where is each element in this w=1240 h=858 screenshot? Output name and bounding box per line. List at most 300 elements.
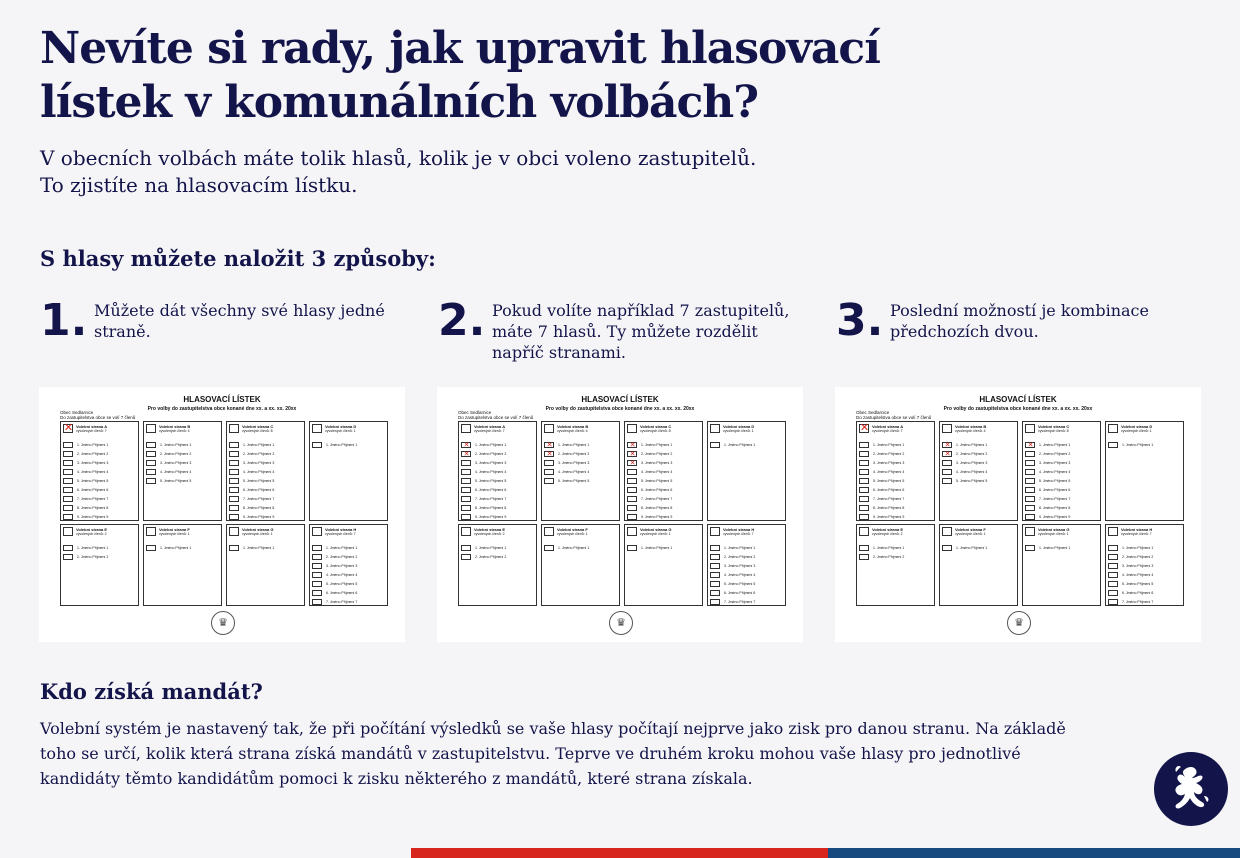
stripe-blue <box>828 848 1240 858</box>
candidate-checkbox <box>1108 554 1118 560</box>
party-checkbox <box>312 527 322 536</box>
ballot-title: HLASOVACÍ LÍSTEK <box>183 395 261 404</box>
candidate-checkbox <box>229 545 239 551</box>
ballot-seal: ♛ <box>609 611 633 635</box>
candidate-name: 9. Jméno Příjmení 9 <box>641 515 673 519</box>
candidate-row <box>461 451 535 457</box>
party-checkbox <box>1108 424 1118 433</box>
candidate-checkbox <box>63 451 73 457</box>
cross-mark: ✕ <box>629 441 636 449</box>
candidate-checkbox <box>859 496 869 502</box>
candidate-name: 4. Jméno Příjmení 4 <box>1039 470 1071 474</box>
candidate-name: 5. Jméno Příjmení 5 <box>558 479 590 483</box>
cross-mark: ✕ <box>944 450 951 458</box>
candidate-name: 1. Jméno Příjmení 1 <box>873 546 905 550</box>
candidate-row <box>1025 460 1099 466</box>
cross-mark: ✕ <box>629 459 636 467</box>
candidate-name: 2. Jméno Příjmení 2 <box>873 555 905 559</box>
candidate-row <box>63 514 137 520</box>
party-count: vyvolených členů: 1 <box>242 532 273 536</box>
candidate-name: 7. Jméno Příjmení 7 <box>873 497 905 501</box>
candidate-row <box>627 496 701 502</box>
candidate-name: 1. Jméno Příjmení 1 <box>1122 443 1154 447</box>
cross-mark: ✕ <box>944 441 951 449</box>
candidate-name: 2. Jméno Příjmení 2 <box>956 452 988 456</box>
candidate-row <box>627 514 701 520</box>
candidate-name: 5. Jméno Příjmení 5 <box>77 479 109 483</box>
stripe-white <box>0 848 411 858</box>
candidate-row <box>146 451 220 457</box>
candidate-name: 2. Jméno Příjmení 2 <box>326 555 358 559</box>
candidate-checkbox <box>544 545 554 551</box>
candidate-row <box>229 487 303 493</box>
cross-mark: ✕ <box>1027 441 1034 449</box>
party-count: vyvolených členů: 1 <box>955 532 986 536</box>
candidate-row <box>461 545 535 551</box>
candidate-name: 5. Jméno Příjmení 5 <box>724 582 756 586</box>
party-name: Volební strana E <box>76 527 108 532</box>
candidate-row <box>146 442 220 448</box>
candidate-name: 6. Jméno Příjmení 6 <box>1039 488 1071 492</box>
way-text: Pokud volíte například 7 zastupitelů, máte 7 hlasů. Ty můžete rozdělit napříč stranami. <box>492 301 790 362</box>
party-checkbox <box>942 527 952 536</box>
party-checkbox <box>710 527 720 536</box>
candidate-row <box>942 478 1016 484</box>
candidate-row <box>627 442 701 448</box>
candidate-checkbox <box>229 469 239 475</box>
candidate-checkbox <box>461 469 471 475</box>
candidate-name: 2. Jméno Příjmení 2 <box>475 555 507 559</box>
candidate-checkbox <box>1108 572 1118 578</box>
candidate-name: 5. Jméno Příjmení 5 <box>956 479 988 483</box>
candidate-checkbox <box>229 478 239 484</box>
candidate-row <box>1108 545 1182 551</box>
candidate-name: 5. Jméno Příjmení 5 <box>873 479 905 483</box>
candidate-name: 2. Jméno Příjmení 2 <box>1039 452 1071 456</box>
candidate-name: 2. Jméno Příjmení 2 <box>724 555 756 559</box>
ballot-party-column <box>939 421 1018 521</box>
party-count: vyvolených členů: 1 <box>1121 429 1152 433</box>
candidate-name: 3. Jméno Příjmení 3 <box>475 461 507 465</box>
candidate-checkbox <box>1025 545 1035 551</box>
candidate-name: 1. Jméno Příjmení 1 <box>873 443 905 447</box>
ballot-party-column <box>624 421 703 521</box>
party-count: vyvolených členů: 7 <box>76 429 107 433</box>
candidate-row <box>1025 478 1099 484</box>
candidate-checkbox <box>859 514 869 520</box>
candidate-name: 8. Jméno Příjmení 8 <box>77 506 109 510</box>
candidate-checkbox <box>942 478 952 484</box>
candidate-name: 1. Jméno Příjmení 1 <box>558 546 590 550</box>
intro-text <box>40 145 940 199</box>
candidate-row <box>710 590 784 596</box>
party-count: vyvolených členů: 2 <box>76 532 107 536</box>
candidate-checkbox <box>146 545 156 551</box>
ballot-party-column <box>624 524 703 606</box>
candidate-checkbox <box>710 590 720 596</box>
party-count: vyvolených členů: 4 <box>955 429 986 433</box>
candidate-row <box>1025 496 1099 502</box>
candidate-row <box>627 460 701 466</box>
ballot-party-column <box>226 524 305 606</box>
party-count: vyvolených členů: 7 <box>325 532 356 536</box>
party-count: vyvolených členů: 8 <box>242 429 273 433</box>
candidate-row <box>146 478 220 484</box>
candidate-name: 1. Jméno Příjmení 1 <box>558 443 590 447</box>
candidate-row <box>312 554 386 560</box>
candidate-row <box>859 460 933 466</box>
candidate-name: 5. Jméno Příjmení 5 <box>1039 479 1071 483</box>
candidate-row <box>710 599 784 605</box>
candidate-name: 5. Jméno Příjmení 5 <box>641 479 673 483</box>
candidate-checkbox <box>1025 451 1035 457</box>
lion-icon <box>1154 752 1228 826</box>
candidate-name: 7. Jméno Příjmení 7 <box>243 497 275 501</box>
candidate-checkbox <box>1025 496 1035 502</box>
candidate-row <box>1025 451 1099 457</box>
candidate-row <box>710 572 784 578</box>
candidate-row <box>461 460 535 466</box>
candidate-row <box>859 442 933 448</box>
candidate-name: 7. Jméno Příjmení 7 <box>1039 497 1071 501</box>
candidate-name: 2. Jméno Příjmení 2 <box>160 452 192 456</box>
candidate-checkbox <box>859 487 869 493</box>
party-name: Volební strana B <box>557 424 589 429</box>
candidate-row <box>461 487 535 493</box>
party-name: Volební strana F <box>159 527 190 532</box>
party-checkbox <box>461 527 471 536</box>
party-checkbox <box>710 424 720 433</box>
candidate-name: 7. Jméno Příjmení 7 <box>641 497 673 501</box>
party-checkbox <box>63 527 73 536</box>
candidate-name: 1. Jméno Příjmení 1 <box>956 443 988 447</box>
candidate-checkbox <box>63 496 73 502</box>
cross-mark: ✕ <box>546 441 553 449</box>
candidate-row <box>544 460 618 466</box>
candidate-name: 5. Jméno Příjmení 5 <box>1122 582 1154 586</box>
candidate-row <box>1025 487 1099 493</box>
candidate-name: 4. Jméno Příjmení 4 <box>243 470 275 474</box>
party-checkbox <box>627 424 637 433</box>
candidate-row <box>63 478 137 484</box>
ballot-subtitle: Pro volby do zastupitelstva obce konané dne xx. a xx. xx. 20xx <box>943 406 1093 412</box>
candidate-row <box>859 545 933 551</box>
candidate-name: 1. Jméno Příjmení 1 <box>641 443 673 447</box>
candidate-row <box>1108 572 1182 578</box>
candidate-checkbox <box>146 460 156 466</box>
candidate-checkbox <box>1108 590 1118 596</box>
candidate-name: 3. Jméno Příjmení 3 <box>243 461 275 465</box>
candidate-row <box>627 469 701 475</box>
candidate-row <box>461 478 535 484</box>
party-name: Volební strana E <box>474 527 506 532</box>
candidate-name: 1. Jméno Příjmení 1 <box>243 546 275 550</box>
candidate-checkbox <box>63 460 73 466</box>
candidate-row <box>63 487 137 493</box>
party-name: Volební strana H <box>325 527 357 532</box>
candidate-checkbox <box>461 460 471 466</box>
candidate-name: 5. Jméno Příjmení 5 <box>475 479 507 483</box>
candidate-checkbox <box>63 505 73 511</box>
candidate-name: 1. Jméno Příjmení 1 <box>641 546 673 550</box>
party-checkbox <box>146 424 156 433</box>
candidate-name: 5. Jméno Příjmení 5 <box>326 582 358 586</box>
candidate-name: 2. Jméno Příjmení 2 <box>641 452 673 456</box>
candidate-checkbox <box>63 487 73 493</box>
party-count: vyvolených členů: 4 <box>557 429 588 433</box>
party-name: Volební strana E <box>872 527 904 532</box>
candidate-name: 9. Jméno Příjmení 9 <box>475 515 507 519</box>
candidate-name: 1. Jméno Příjmení 1 <box>724 546 756 550</box>
party-count: vyvolených členů: 2 <box>872 532 903 536</box>
party-count: vyvolených členů: 1 <box>723 429 754 433</box>
candidate-checkbox <box>710 572 720 578</box>
candidate-name: 1. Jméno Příjmení 1 <box>77 443 109 447</box>
candidate-checkbox <box>229 487 239 493</box>
candidate-checkbox <box>544 460 554 466</box>
party-name: Volební strana D <box>1121 424 1153 429</box>
stripe-red <box>411 848 828 858</box>
cross-mark: ✕ <box>629 450 636 458</box>
ballot-hint: Do zastupitelstva obce se volí 7 členů <box>60 415 136 420</box>
candidate-row <box>627 505 701 511</box>
candidate-checkbox <box>63 469 73 475</box>
cross-mark: ✕ <box>546 450 553 458</box>
candidate-checkbox <box>312 554 322 560</box>
candidate-checkbox <box>63 554 73 560</box>
party-name: Volební strana D <box>325 424 357 429</box>
lion-emblem <box>1154 752 1228 826</box>
candidate-name: 2. Jméno Příjmení 2 <box>77 555 109 559</box>
candidate-checkbox <box>627 505 637 511</box>
party-name: Volební strana C <box>1038 424 1070 429</box>
candidate-name: 1. Jméno Příjmení 1 <box>160 546 192 550</box>
ballot-seal: ♛ <box>211 611 235 635</box>
party-checkbox <box>859 527 869 536</box>
intro-line1: V obecních volbách máte tolik hlasů, kolik je v obci voleno zastupitelů. <box>40 146 757 170</box>
candidate-name: 1. Jméno Příjmení 1 <box>1122 546 1154 550</box>
ballot-party-column <box>939 524 1018 606</box>
ballot-party-column <box>226 421 305 521</box>
candidate-row <box>942 451 1016 457</box>
candidate-row <box>312 581 386 587</box>
candidate-name: 4. Jméno Příjmení 4 <box>475 470 507 474</box>
candidate-row <box>1108 581 1182 587</box>
candidate-name: 4. Jméno Příjmení 4 <box>956 470 988 474</box>
candidate-name: 6. Jméno Příjmení 6 <box>475 488 507 492</box>
candidate-checkbox <box>461 554 471 560</box>
candidate-row <box>229 460 303 466</box>
candidate-row <box>1025 505 1099 511</box>
intro-line2: To zjistíte na hlasovacím lístku. <box>40 173 358 197</box>
cross-mark: ✕ <box>463 450 470 458</box>
mandate-line3: kandidáty těmto kandidátům pomoci k zisku některého z mandátů, které strana získala. <box>40 769 753 788</box>
candidate-row <box>1108 442 1182 448</box>
candidate-row <box>942 545 1016 551</box>
candidate-name: 3. Jméno Příjmení 3 <box>77 461 109 465</box>
party-checkbox <box>544 424 554 433</box>
candidate-row <box>312 563 386 569</box>
candidate-row <box>859 505 933 511</box>
candidate-checkbox <box>627 487 637 493</box>
party-name: Volební strana G <box>242 527 274 532</box>
way-number: 2. <box>438 295 486 346</box>
party-count: vyvolených členů: 1 <box>1038 532 1069 536</box>
party-name: Volební strana B <box>955 424 987 429</box>
candidate-row <box>63 451 137 457</box>
party-count: vyvolených členů: 4 <box>159 429 190 433</box>
party-count: vyvolených členů: 1 <box>640 532 671 536</box>
party-name: Volební strana H <box>1121 527 1153 532</box>
ballot-party-column <box>60 524 139 606</box>
candidate-name: 2. Jméno Příjmení 2 <box>77 452 109 456</box>
party-name: Volební strana G <box>1038 527 1070 532</box>
candidate-row <box>229 496 303 502</box>
party-name: Volební strana C <box>640 424 672 429</box>
candidate-row <box>859 469 933 475</box>
ballot-party-column <box>1022 421 1101 521</box>
page-title-line2: lístek v komunálních volbách? <box>40 77 759 128</box>
ballot-party-column <box>541 421 620 521</box>
candidate-checkbox <box>461 478 471 484</box>
candidate-checkbox <box>229 514 239 520</box>
candidate-name: 7. Jméno Příjmení 7 <box>77 497 109 501</box>
candidate-name: 7. Jméno Příjmení 7 <box>1122 600 1154 604</box>
party-checkbox <box>312 424 322 433</box>
candidate-name: 5. Jméno Příjmení 5 <box>243 479 275 483</box>
candidate-row <box>312 599 386 605</box>
candidate-row <box>312 545 386 551</box>
party-checkbox <box>942 424 952 433</box>
ballot-subtitle: Pro volby do zastupitelstva obce konané dne xx. a xx. xx. 20xx <box>147 406 297 412</box>
candidate-checkbox <box>312 442 322 448</box>
candidate-checkbox <box>859 451 869 457</box>
candidate-name: 9. Jméno Příjmení 9 <box>1039 515 1071 519</box>
ballot-party-column <box>60 421 139 521</box>
ballot-party-column <box>143 524 222 606</box>
party-checkbox <box>229 424 239 433</box>
candidate-checkbox <box>627 469 637 475</box>
party-count: vyvolených členů: 8 <box>640 429 671 433</box>
ballot-party-column <box>707 524 786 606</box>
candidate-checkbox <box>859 442 869 448</box>
candidate-row <box>627 487 701 493</box>
ballot-party-column <box>143 421 222 521</box>
candidate-name: 9. Jméno Příjmení 9 <box>77 515 109 519</box>
candidate-checkbox <box>859 478 869 484</box>
candidate-row <box>229 478 303 484</box>
candidate-row <box>544 478 618 484</box>
candidate-row <box>544 451 618 457</box>
mandate-text <box>40 716 1070 791</box>
party-checkbox <box>1025 424 1035 433</box>
party-count: vyvolených členů: 7 <box>872 429 903 433</box>
candidate-checkbox <box>710 554 720 560</box>
candidate-name: 1. Jméno Příjmení 1 <box>243 443 275 447</box>
candidate-name: 7. Jméno Příjmení 7 <box>475 497 507 501</box>
candidate-row <box>710 581 784 587</box>
ballot-party-column <box>707 421 786 521</box>
candidate-checkbox <box>942 545 952 551</box>
candidate-name: 8. Jméno Příjmení 8 <box>641 506 673 510</box>
candidate-checkbox <box>312 572 322 578</box>
candidate-name: 1. Jméno Příjmení 1 <box>326 546 358 550</box>
candidate-checkbox <box>461 487 471 493</box>
candidate-checkbox <box>146 478 156 484</box>
candidate-row <box>229 469 303 475</box>
candidate-row <box>63 545 137 551</box>
candidate-checkbox <box>63 545 73 551</box>
way-number: 1. <box>40 295 88 346</box>
candidate-name: 3. Jméno Příjmení 3 <box>558 461 590 465</box>
candidate-name: 1. Jméno Příjmení 1 <box>160 443 192 447</box>
candidate-row <box>1108 554 1182 560</box>
candidate-checkbox <box>461 545 471 551</box>
candidate-row <box>859 451 933 457</box>
ballot-party-column <box>309 421 388 521</box>
candidate-name: 1. Jméno Příjmení 1 <box>1039 443 1071 447</box>
party-name: Volební strana D <box>723 424 755 429</box>
candidate-row <box>461 496 535 502</box>
candidate-checkbox <box>63 514 73 520</box>
cross-mark: ✕ <box>859 421 870 434</box>
ballot-hint: Do zastupitelstva obce se volí 7 členů <box>458 415 534 420</box>
candidate-checkbox <box>63 442 73 448</box>
ballot-example-2 <box>437 387 803 642</box>
candidate-name: 6. Jméno Příjmení 6 <box>873 488 905 492</box>
candidate-row <box>63 496 137 502</box>
party-checkbox <box>229 527 239 536</box>
page-title-line1: Nevíte si rady, jak upravit hlasovací <box>40 23 880 74</box>
party-name: Volební strana F <box>955 527 986 532</box>
candidate-checkbox <box>1025 469 1035 475</box>
candidate-row <box>229 505 303 511</box>
party-name: Volební strana A <box>872 424 904 429</box>
candidate-row <box>461 514 535 520</box>
party-name: Volební strana A <box>76 424 108 429</box>
candidate-name: 1. Jméno Příjmení 1 <box>326 443 358 447</box>
party-name: Volební strana C <box>242 424 274 429</box>
candidate-checkbox <box>229 496 239 502</box>
candidate-row <box>942 460 1016 466</box>
cross-mark: ✕ <box>63 421 74 434</box>
candidate-name: 6. Jméno Příjmení 6 <box>77 488 109 492</box>
candidate-row <box>461 469 535 475</box>
candidate-name: 4. Jméno Příjmení 4 <box>326 573 358 577</box>
ballot-title: HLASOVACÍ LÍSTEK <box>581 395 659 404</box>
candidate-name: 6. Jméno Příjmení 6 <box>243 488 275 492</box>
candidate-row <box>63 505 137 511</box>
candidate-row <box>859 496 933 502</box>
candidate-checkbox <box>146 451 156 457</box>
candidate-name: 4. Jméno Příjmení 4 <box>1122 573 1154 577</box>
mandate-line2: toho se určí, kolik která strana získá mandátů v zastupitelstvu. Teprve ve druhém kroku mohou vaše hlasy pro jednotlivé <box>40 744 1021 763</box>
candidate-row <box>312 442 386 448</box>
ballot-party-column <box>309 524 388 606</box>
candidate-row <box>1108 599 1182 605</box>
candidate-name: 3. Jméno Příjmení 3 <box>641 461 673 465</box>
candidate-checkbox <box>146 442 156 448</box>
candidate-checkbox <box>312 545 322 551</box>
candidate-row <box>544 469 618 475</box>
mandate-line1: Volební systém je nastavený tak, že při počítání výsledků se vaše hlasy počítají nejprve jako zisk pro danou stranu. Na základě <box>40 719 1066 738</box>
candidate-row <box>710 545 784 551</box>
ballot-municipality: Obec Sedlarnice <box>458 410 492 415</box>
candidate-row <box>1025 514 1099 520</box>
mandate-heading: Kdo získá mandát? <box>40 679 263 704</box>
party-count: vyvolených členů: 8 <box>1038 429 1069 433</box>
candidate-name: 3. Jméno Příjmení 3 <box>1122 564 1154 568</box>
